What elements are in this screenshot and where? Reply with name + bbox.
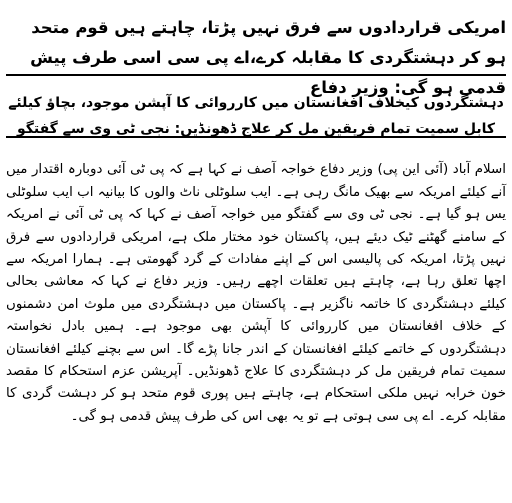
divider-top xyxy=(6,74,506,76)
subheadline: دہشتگردوں کیخلاف افغانستان میں کارروائی کا آپشن موجود، بچاؤ کیلئے کابل سمیت تمام فریقین مل کر علاج ڈھونڈیں: نجی ٹی وی سے گفتگو xyxy=(8,94,504,137)
article-body: اسلام آباد (آئی این پی) وزیر دفاع خواجہ آصف نے کہا ہے کہ پی ٹی آئی دوبارہ اقتدار میں آنے کیلئے امریکہ سے بھیک مانگ رہی ہے۔ ایب سلوٹلی ناٹ والوں کا بیانیہ اب ایب سلوٹلی یس ہو گیا ہے۔ نجی ٹی وی سے گفتگو میں خواجہ آصف نے کہا کہ پی ٹی آئی نے امریکہ کے سامنے گھٹنے ٹیک دیئے ہیں، پاکستان خود مختار ملک ہے، امریکی قراردادوں سے فرق نہیں پڑتا، امریکہ کی پالیسی اس کے اپنے مفادات کے گرد گھومتی ہے۔ ہمارا امریکہ سے اچھا تعلق رہا ہے، چاہتے ہیں تعلقات اچھے رہیں۔ وزیر دفاع نے کہا کہ معاشی بحالی کیلئے دہشتگردی کا خاتمہ ناگزیر ہے۔ پاکستان میں دہشتگردی میں ملوث امن دشمنوں کے خلاف افغانستان میں کارروائی کا آپشن بھی موجود ہے۔ ہمیں بادل نخواستہ دہشتگردوں کے خاتمے کیلئے افغانستان کے اندر جانا پڑے گا۔ اس سے بچنے کیلئے افغانستان سمیت تمام فریقین مل کر دہشتگردی کا علاج ڈھونڈیں۔ آپریشن عزم استحکام کا مقصد خون خرابہ نہیں ملکی استحکام ہے، چاہتے ہیں پوری قوم متحد ہو کر دہشت گردی کا مقابلہ کرے۔ اے پی سی ہوتی ہے تو یہ بھی اس کی طرف پیش قدمی ہو گی۔ xyxy=(6,162,506,424)
divider-bottom xyxy=(6,136,506,138)
headline: امریکی قراردادوں سے فرق نہیں پڑتا، چاہتے ہیں قوم متحد ہو کر دہشتگردی کا مقابلہ کرے،اے پی سی اسی طرف پیش قدمی ہو گی: وزیر دفاع xyxy=(30,18,506,98)
